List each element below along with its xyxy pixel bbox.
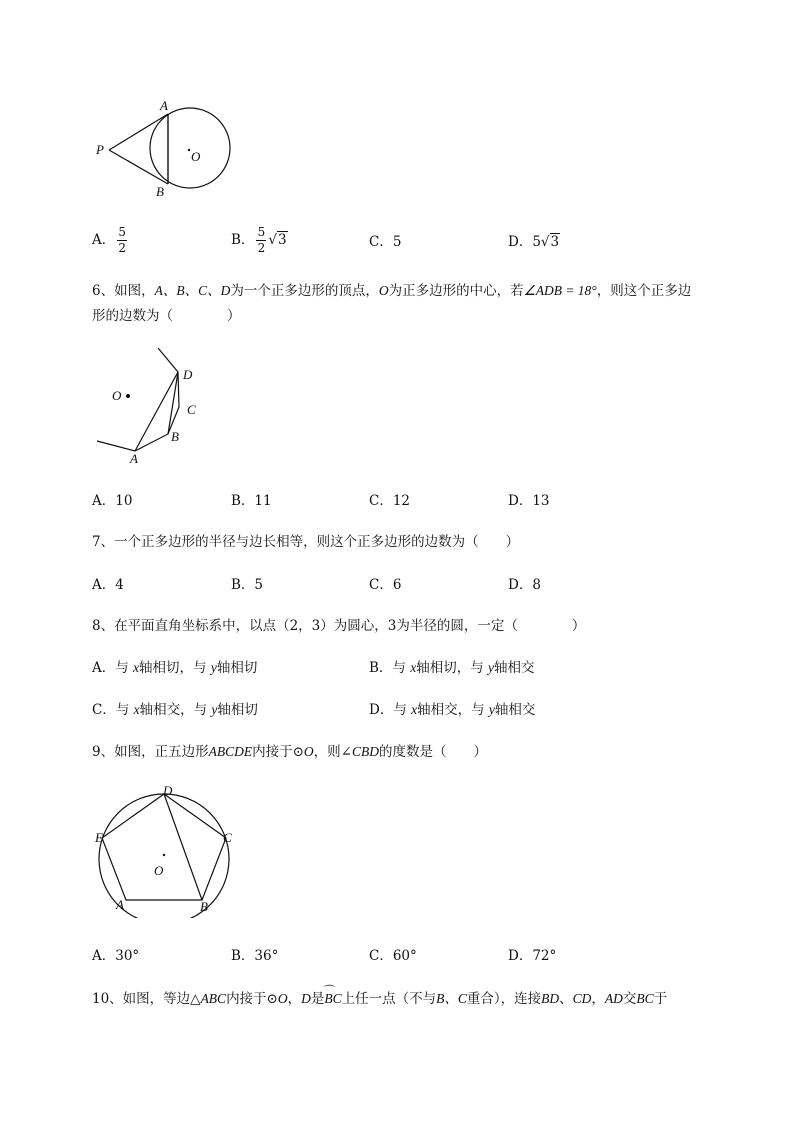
q7-option-b: B．5 (231, 577, 264, 593)
q10-bc: BC (636, 991, 654, 1006)
q5-option-a (92, 226, 129, 255)
q9-option-b: B．36° (231, 948, 279, 964)
q8-b-mid: 轴相切，与 (416, 660, 489, 676)
q8-c-var2: y (211, 702, 218, 717)
q10-text-j: 交 (622, 991, 637, 1007)
q8-a-prefix: A．与 (92, 660, 134, 676)
center-dot (126, 394, 130, 398)
label-a: A (160, 98, 168, 113)
q8-a-var2: y (210, 660, 217, 675)
label-b: B (171, 429, 179, 444)
label-c: C (223, 830, 232, 845)
q9-text-a: 9、如图，正五边形 (92, 744, 209, 760)
q6-option-d: D．13 (508, 493, 550, 509)
q10-text-c: ， (287, 991, 302, 1007)
label-b: B (200, 899, 208, 914)
q8-stem: 8、在平面直角坐标系中，以点（2，3）为圆心，3为半径的圆，一定（ ） (92, 618, 586, 634)
q5-a-den: 2 (118, 241, 127, 256)
q8-b-end: 轴相交 (494, 660, 535, 676)
q5-b-den: 2 (257, 241, 266, 256)
q10-triangle: ABC (200, 991, 227, 1006)
q6-option-b: B．11 (231, 493, 272, 509)
q10-bd: BD (541, 991, 560, 1006)
q5-d-prefix: D．5 (508, 234, 541, 250)
q8-b-var2: y (488, 660, 495, 675)
q10-text-h: 、 (559, 991, 573, 1007)
q8-d-mid: 轴相交，与 (417, 702, 489, 718)
q5-b-radicand: 3 (278, 232, 287, 249)
tangent-pb (109, 150, 168, 184)
label-b: B (156, 184, 164, 199)
q10-text-k: 于 (653, 991, 668, 1007)
q5-a-fraction (117, 226, 127, 255)
q8-d-var1: x (411, 702, 418, 717)
q9-o: O (303, 744, 314, 759)
q6-text-d: ，则这个正多边 (596, 283, 692, 299)
q8-option-a (92, 656, 257, 676)
q5-d-radicand: 3 (550, 234, 560, 250)
q5-b-fraction (256, 226, 266, 255)
q9-text-d: 的度数是（ ） (378, 744, 487, 760)
q8-a-var1: x (133, 660, 140, 675)
q6-option-c: C．12 (369, 493, 411, 509)
q9-option-c: C．60° (369, 948, 417, 964)
q7-option-d: D．8 (508, 577, 541, 593)
q8-a-end: 轴相切 (216, 660, 258, 676)
q8-c-prefix: C．与 (92, 702, 134, 718)
q6-stem-line1 (92, 279, 691, 299)
q6-angle: ∠ADB = 18° (523, 283, 597, 298)
q10-text-i: ， (591, 991, 605, 1007)
q10-text-b: 内接于⊙ (226, 991, 278, 1007)
q8-a-mid: 轴相切，与 (139, 660, 211, 676)
q8-c-var1: x (133, 702, 140, 717)
figure-q9-pentagon (90, 778, 250, 918)
q9-option-a: A．30° (92, 948, 140, 964)
q8-c-mid: 轴相交，与 (139, 702, 212, 718)
q5-option-b: B． $\frac{5}{2}$ √3 (231, 225, 287, 256)
q7-stem: 7、一个正多边形的半径与边长相等，则这个正多边形的边数为（ ） (92, 534, 520, 550)
q10-text-e: 是 (310, 991, 325, 1007)
q8-d-var2: y (488, 702, 495, 717)
center-dot (163, 854, 165, 856)
q10-point-d: D (301, 991, 311, 1006)
q9-polygon: ABCDE (208, 744, 253, 759)
q6-option-a: A．10 (92, 493, 133, 509)
q6-o: O (378, 283, 389, 298)
q9-text-b: 内接于⊙ (252, 744, 304, 760)
tangent-pa (109, 114, 168, 150)
label-d: D (183, 367, 193, 382)
q6-text-b: 为一个正多边形的顶点， (230, 283, 379, 299)
diagonal-bd (164, 794, 202, 900)
center-dot (188, 149, 190, 151)
q5-b-num: 5 (257, 225, 266, 239)
q6-points: A、B、C、D (154, 283, 231, 298)
label-c: C (187, 402, 196, 417)
label-d: D (163, 783, 173, 798)
figure-q5-tangent-circle (90, 95, 250, 205)
q8-d-prefix: D．与 (369, 702, 412, 718)
q10-points: B、C (436, 991, 467, 1006)
q10-text-f: 上任一点（不与 (341, 991, 437, 1007)
label-o: O (112, 388, 122, 403)
q9-angle: CBD (351, 744, 379, 759)
q8-b-var1: x (410, 660, 417, 675)
q6-stem-line2: 形的边数为（ ） (92, 308, 241, 324)
q8-c-end: 轴相切 (217, 702, 258, 718)
q8-b-prefix: B．与 (369, 660, 411, 676)
q8-option-d (369, 698, 535, 718)
q7-option-c: C．6 (369, 577, 402, 593)
q8-d-end: 轴相交 (494, 702, 536, 718)
q10-ad: AD (604, 991, 623, 1006)
q9-text-c: ，则∠ (313, 744, 352, 760)
q10-cd: CD (572, 991, 592, 1006)
q5-a-num: 5 (118, 225, 127, 239)
label-a: A (116, 897, 124, 912)
q9-option-d: D．72° (508, 948, 557, 964)
q8-option-b (369, 656, 535, 676)
q10-text-a: 10、如图，等边△ (92, 991, 201, 1007)
label-o: O (154, 863, 164, 878)
label-p: P (96, 142, 104, 157)
q6-text-c: 为正多边形的中心，若 (388, 283, 524, 299)
figure-q6-polygon (90, 340, 220, 470)
q10-text-g: 重合），连接 (466, 991, 542, 1007)
q5-b-prefix: B． (231, 232, 255, 249)
q10-o: O (277, 991, 288, 1006)
q10-stem (92, 987, 667, 1007)
q9-stem (92, 740, 487, 760)
polygon-edges (97, 348, 179, 451)
label-o: O (191, 149, 201, 164)
q5-option-d: D．5√3 (508, 234, 560, 250)
q5-option-c: C．5 (369, 234, 402, 250)
q10-arc-bc: ⌒ BC (324, 991, 341, 1007)
q6-text-a: 6、如图， (92, 283, 155, 299)
q7-option-a: A．4 (92, 577, 124, 593)
label-a: A (130, 451, 138, 466)
q5-a-prefix: A． (92, 232, 116, 249)
circle-o (150, 108, 230, 188)
q8-option-c (92, 698, 258, 718)
label-e: E (95, 830, 103, 845)
